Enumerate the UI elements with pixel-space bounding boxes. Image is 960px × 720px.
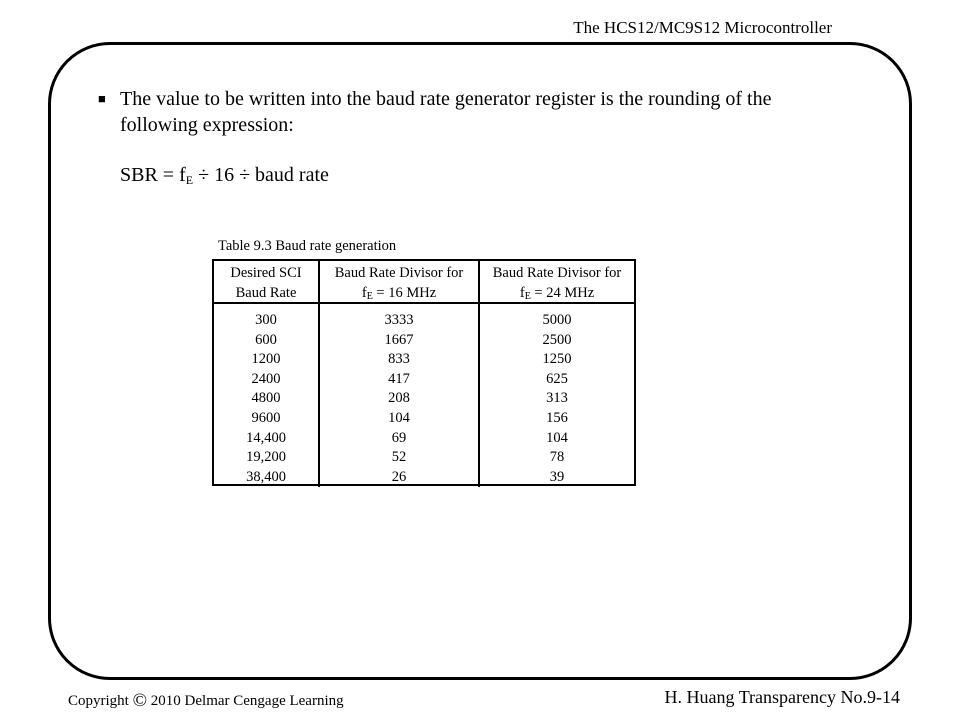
- bullet-row: [92, 86, 872, 138]
- baud-rate-table: [212, 259, 636, 486]
- table-cell: 1250: [542, 351, 572, 368]
- bullet-text: [120, 86, 771, 138]
- header-divisor-16mhz-freq: = 16 MHz: [372, 285, 437, 301]
- header-divisor-24mhz-f: f: [519, 285, 525, 301]
- header-title: The HCS12/MC9S12 Microcontroller: [573, 18, 832, 37]
- table-cell: 313: [546, 390, 568, 407]
- table-cell: 300: [255, 312, 277, 328]
- table-cell: 19,200: [246, 449, 286, 466]
- header-baud-rate-line-1: Desired SCI: [230, 265, 302, 281]
- header-divisor-16mhz-line-1: Baud Rate Divisor for: [334, 265, 464, 281]
- table-cell: 833: [388, 351, 410, 368]
- column-divisor-24mhz: [480, 304, 634, 487]
- square-bullet-icon: ■: [98, 91, 106, 106]
- table-cell: 3333: [384, 312, 414, 328]
- header-baud-rate: [214, 261, 320, 304]
- table-cell: 104: [388, 409, 410, 426]
- copyright-icon: ©: [132, 690, 148, 711]
- header-divisor-24mhz-freq: = 24 MHz: [530, 285, 595, 301]
- table-cell: 104: [546, 429, 568, 446]
- formula-prefix: SBR = f: [120, 164, 186, 186]
- table-cell: 1667: [384, 331, 414, 348]
- header-divisor-16mhz: [320, 261, 480, 304]
- column-divisor-16mhz: [320, 304, 480, 487]
- table-cell: 26: [391, 468, 407, 485]
- bullet-block: [92, 86, 872, 138]
- table-cell: 69: [391, 429, 407, 446]
- copyright-notice: [68, 690, 344, 712]
- formula-subscript: E: [185, 173, 194, 187]
- table-cell: 38,400: [246, 468, 286, 485]
- header-divisor-24mhz-sub: E: [524, 291, 531, 302]
- header-divisor-16mhz-f: f: [361, 285, 367, 301]
- table-cell: 52: [391, 449, 407, 466]
- table-cell: 9600: [251, 409, 281, 426]
- sbr-formula: [120, 162, 329, 193]
- table-cell: 625: [546, 370, 568, 387]
- transparency-number: H. Huang Transparency No.9-14: [664, 687, 900, 707]
- table-cell: 39: [549, 468, 565, 485]
- table-cell: 208: [388, 390, 410, 407]
- table-cell: 2400: [251, 370, 281, 387]
- header-divisor-24mhz-line-1: Baud Rate Divisor for: [492, 265, 622, 281]
- formula-suffix: ÷ 16 ÷ baud rate: [193, 164, 329, 186]
- header-divisor-24mhz: [480, 261, 634, 304]
- table-cell: 600: [255, 331, 277, 348]
- bullet-line-1: The value to be written into the baud rate generator register is the rounding of the: [120, 88, 772, 110]
- table-cell: 156: [546, 409, 568, 426]
- table-cell: 2500: [542, 331, 572, 348]
- table-cell: 14,400: [246, 429, 286, 446]
- table-cell: 5000: [542, 312, 572, 328]
- copyright-text: 2010 Delmar Cengage Learning: [147, 693, 344, 709]
- copyright-word: Copyright: [68, 693, 129, 709]
- header-divisor-16mhz-sub: E: [366, 291, 373, 302]
- table-cell: 4800: [251, 390, 281, 407]
- table-cell: 417: [388, 370, 410, 387]
- table-cell: 78: [549, 449, 565, 466]
- bullet-line-2: following expression:: [120, 114, 294, 136]
- header-baud-rate-line-2: Baud Rate: [235, 285, 297, 301]
- table-caption: Table 9.3 Baud rate generation: [218, 238, 397, 254]
- table-cell: 1200: [251, 351, 281, 368]
- column-baud-rate: [214, 304, 320, 487]
